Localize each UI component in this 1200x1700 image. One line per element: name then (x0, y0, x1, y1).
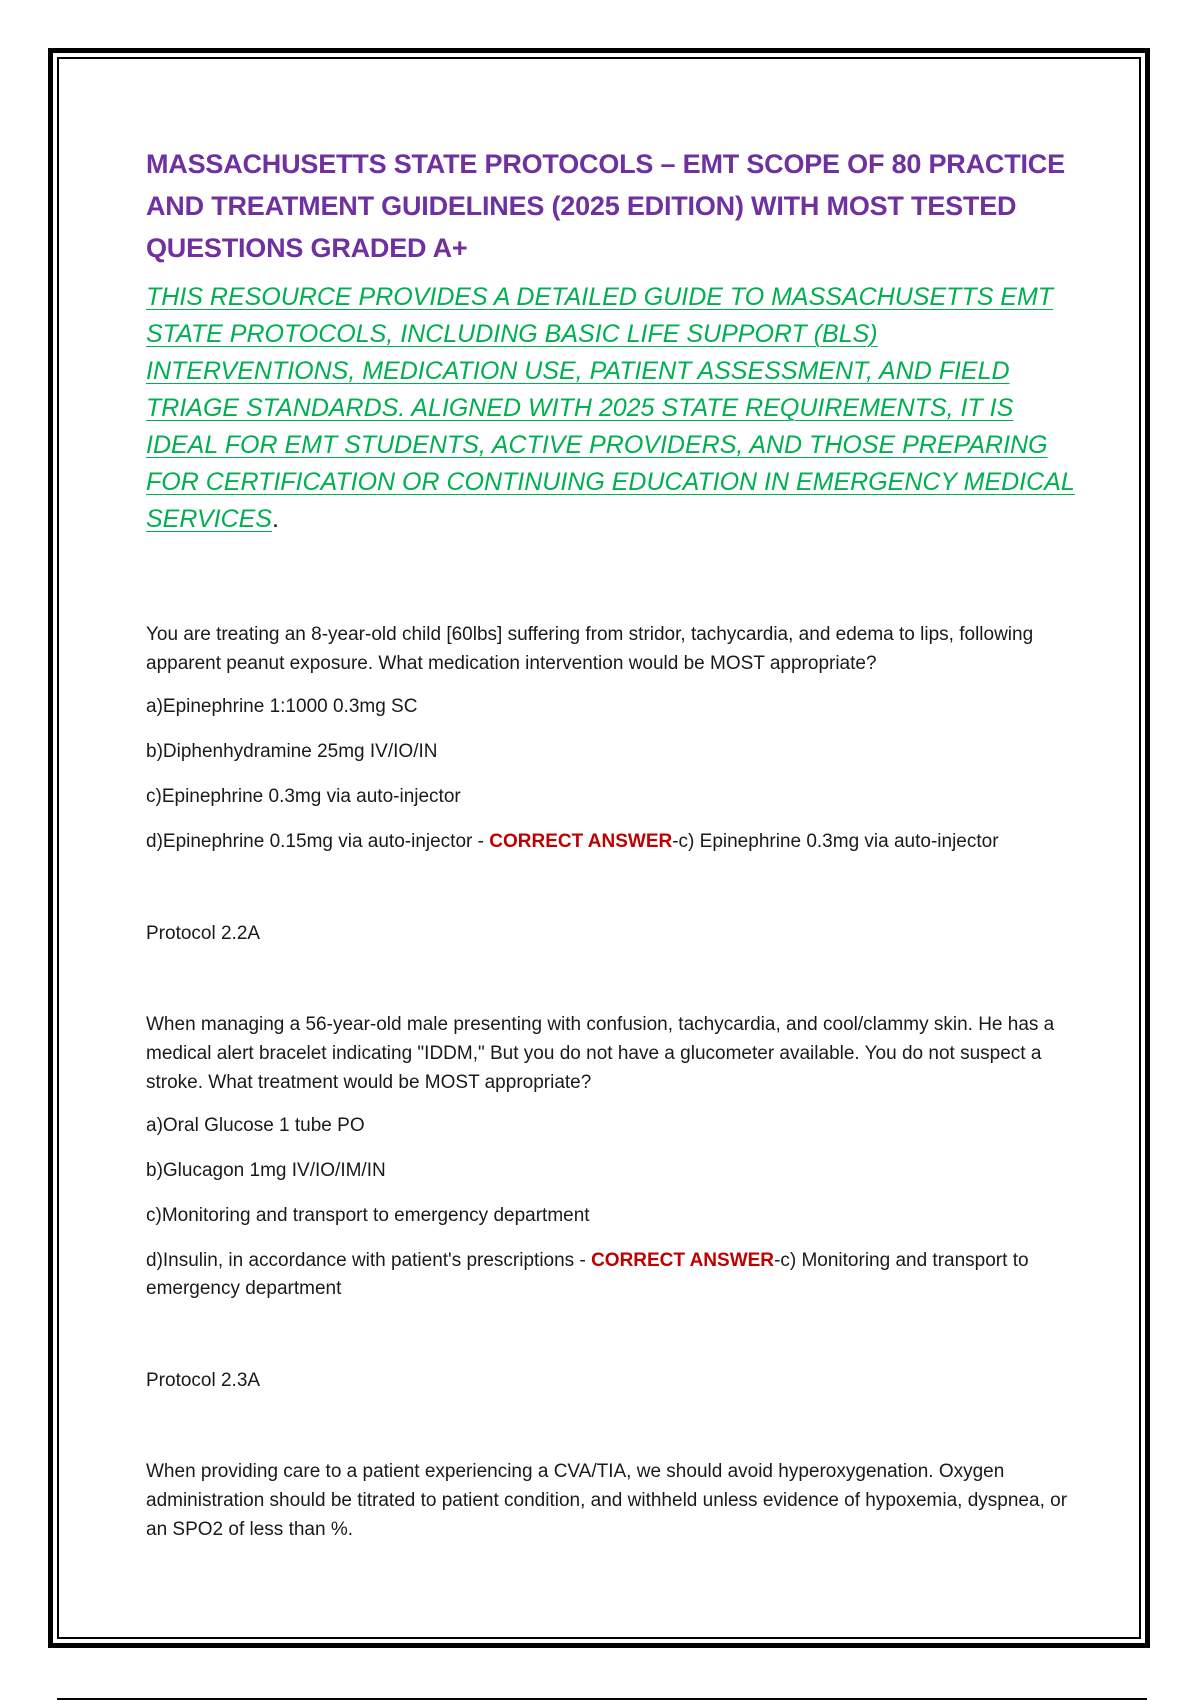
question-1-option-b: b)Diphenhydramine 25mg IV/IO/IN (146, 741, 438, 762)
question-1-option-d (146, 828, 1086, 856)
question-1-option-a: a)Epinephrine 1:1000 0.3mg SC (146, 696, 418, 717)
question-2-protocol: Protocol 2.3A (146, 1370, 261, 1391)
closing-paragraph: When providing care to a patient experiencing a CVA/TIA, we should avoid hyperoxygenation. Oxygen administration should be titrated to patient condition, and withheld unless evidence of hypoxemia, dyspnea, or an SPO2 of less than %. (146, 1461, 1068, 1540)
question-2-option-b: b)Glucagon 1mg IV/IO/IM/IN (146, 1160, 386, 1181)
question-1 (146, 620, 1086, 856)
document-summary (146, 279, 1086, 538)
question-2-option-a: a)Oral Glucose 1 tube PO (146, 1115, 365, 1136)
question-1-correct-label: CORRECT ANSWER (489, 831, 673, 852)
question-1-answer: -c) Epinephrine 0.3mg via auto-injector (672, 831, 999, 852)
document-body (146, 143, 1086, 1544)
question-2-option-d-text: d)Insulin, in accordance with patient's prescriptions - (146, 1250, 592, 1271)
question-1-protocol: Protocol 2.2A (146, 923, 261, 944)
document-title: MASSACHUSETTS STATE PROTOCOLS – EMT SCOPE OF 80 PRACTICE AND TREATMENT GUIDELINES (2025 EDITION) WITH MOST TESTED QUESTIONS GRADED A+ (146, 149, 1065, 263)
question-1-stem: You are treating an 8-year-old child [60lbs] suffering from stridor, tachycardia, and edema to lips, following apparent peanut exposure. What medication intervention would be MOST appropriate? (146, 624, 1034, 674)
question-2 (146, 1010, 1086, 1303)
question-2-answer: -c) Monitoring and transport to emergency department (146, 1250, 1029, 1299)
question-2-option-d (146, 1247, 1086, 1303)
summary-text: THIS RESOURCE PROVIDES A DETAILED GUIDE TO MASSACHUSETTS EMT STATE PROTOCOLS, INCLUDING BASIC LIFE SUPPORT (BLS) INTERVENTIONS, MEDICATION USE, PATIENT ASSESSMENT, AND FIELD TRIAGE STANDARDS. ALIGNED WITH 2025 STATE REQUIREMENTS, IT IS IDEAL FOR EMT STUDENTS, ACTIVE PROVIDERS, AND THOSE PREPARING FOR CERTIFICATION OR CONTINUING EDUCATION IN EMERGENCY MEDICAL SERVICES (146, 283, 1075, 533)
question-1-option-d-text: d)Epinephrine 0.15mg via auto-injector - (146, 831, 490, 852)
question-2-stem: When managing a 56-year-old male presenting with confusion, tachycardia, and cool/clammy skin. He has a medical alert bracelet indicating "IDDM," But you do not have a glucometer available. You do not suspect a stroke. What treatment would be MOST appropriate? (146, 1014, 1055, 1093)
question-2-correct-label: CORRECT ANSWER (591, 1250, 775, 1271)
summary-period: . (271, 505, 279, 533)
question-2-option-c: c)Monitoring and transport to emergency department (146, 1205, 590, 1226)
question-1-option-c: c)Epinephrine 0.3mg via auto-injector (146, 786, 461, 807)
